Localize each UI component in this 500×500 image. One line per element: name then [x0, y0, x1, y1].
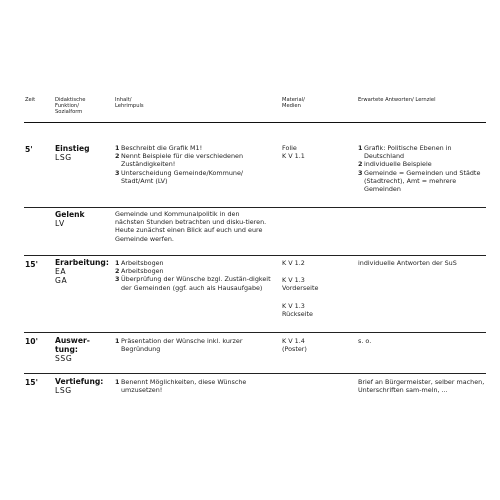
row1-inhalt — [115, 144, 275, 185]
row2-inhalt: Gemeinde und Kommunalpolitik in den nächsten Stunden betrachten und disku-tieren. Heute zunächst einen Blick auf euch und eure Gemeinde werfen. — [115, 210, 267, 243]
row2-phase-label: Gelenk — [55, 210, 85, 219]
row1-sozialform: LSG — [55, 153, 72, 163]
row1-phase-label: Einstieg — [55, 144, 90, 153]
row3-antworten: individuelle Antworten der SuS — [358, 259, 457, 267]
row5-inhalt-item — [115, 378, 275, 394]
item-number: 2 — [115, 152, 120, 161]
material-line: Vorderseite — [282, 284, 319, 293]
row4-phase-label: Auswer- — [55, 336, 90, 345]
material-line: (Poster) — [282, 345, 307, 354]
material-line: K V 1.2 — [282, 259, 305, 267]
row1-inhalt-item — [115, 152, 275, 168]
item-text: Unterscheidung Gemeinde/Kommune/ Stadt/Amt (LV) — [121, 168, 244, 185]
row1-inhalt-item — [115, 169, 275, 185]
item-text: Gemeinde = Gemeinden und Städte (Stadtrecht), Amt = mehrere Gemeinden — [364, 168, 481, 194]
header-rule — [24, 122, 486, 123]
material-line: Folie — [282, 144, 297, 152]
row5-phase — [55, 377, 103, 395]
item-text: Grafik: Politische Ebenen in Deutschland — [364, 144, 452, 161]
row3-zeit: 15' — [25, 260, 38, 269]
item-number: 1 — [115, 378, 120, 386]
material-line: Rückseite — [282, 309, 313, 318]
item-number: 3 — [115, 168, 120, 177]
row-rule — [24, 255, 486, 256]
item-text: individuelle Beispiele — [364, 160, 432, 169]
row-rule — [24, 373, 486, 374]
item-text: Beschreibt die Grafik M1! — [121, 144, 203, 152]
header-funktion: Didaktische Funktion/ Sozialform — [55, 97, 86, 116]
material-line: K V 1.1 — [282, 152, 305, 161]
item-text: Überprüfung der Wünsche bzgl. Zustän-digkeit der Gemeinden (ggf. auch als Hausaufgabe) — [121, 275, 271, 292]
row4-sozialform: SSG — [55, 354, 73, 364]
row1-material — [282, 144, 352, 160]
row1-phase — [55, 144, 90, 162]
row5-sozialform: LSG — [55, 386, 72, 396]
row4-zeit: 10' — [25, 337, 38, 346]
item-number: 1 — [115, 337, 120, 345]
item-text: Arbeitsbogen — [121, 259, 164, 267]
row2-phase — [55, 210, 85, 228]
row1-inhalt-item — [115, 144, 275, 152]
row4-phase-label-2: tung: — [55, 345, 78, 355]
row4-phase — [55, 336, 90, 364]
row4-inhalt-item — [115, 337, 275, 353]
row3-inhalt — [115, 259, 275, 292]
header-antworten: Erwartete Antworten/ Lernziel — [358, 97, 436, 103]
row4-material — [282, 337, 352, 353]
row-rule — [24, 207, 486, 208]
row3-inhalt-item — [115, 259, 275, 267]
item-number: 1 — [358, 144, 363, 152]
header-zeit: Zeit — [25, 97, 36, 103]
material-line: K V 1.3 — [282, 301, 305, 310]
item-number: 3 — [358, 168, 363, 177]
row2-sozialform: LV — [55, 219, 65, 229]
header-inhalt: Inhalt/ Lehrimpuls — [115, 97, 144, 110]
row3-material — [282, 259, 352, 318]
row5-inhalt — [115, 378, 275, 394]
row1-zeit: 5' — [25, 145, 33, 154]
material-line: K V 1.4 — [282, 337, 305, 345]
row5-phase-label: Vertiefung: — [55, 377, 104, 386]
item-text: Benennt Möglichkeiten, diese Wünsche umzusetzen! — [121, 378, 247, 395]
header-material: Material/ Medien — [282, 97, 305, 110]
item-number: 1 — [115, 259, 120, 267]
row4-antworten: s. o. — [358, 337, 372, 345]
row3-sozialform: EA — [55, 267, 67, 277]
item-text: Nennt Beispiele für die verschiedenen Zuständigkeiten! — [121, 152, 243, 169]
row3-phase-label: Erarbeitung: — [55, 258, 109, 267]
item-number: 2 — [115, 267, 120, 276]
row3-sozialform-2: GA — [55, 276, 68, 286]
item-text: Arbeitsbogen — [121, 267, 164, 276]
row1-antwort-item — [358, 144, 484, 160]
row5-antworten: Brief an Bürgermeister, selber machen, Unterschriften sam-meln, ... — [358, 378, 485, 395]
row3-inhalt-item — [115, 275, 275, 291]
item-text: Präsentation der Wünsche inkl. kurzer Begründung — [121, 337, 243, 354]
item-number: 3 — [115, 275, 120, 284]
row4-inhalt — [115, 337, 275, 353]
row1-antworten — [358, 144, 484, 193]
row-rule — [24, 332, 486, 333]
item-number: 1 — [115, 144, 120, 152]
row1-antwort-item — [358, 169, 484, 194]
row1-antwort-item — [358, 160, 484, 168]
row5-zeit: 15' — [25, 378, 38, 387]
item-number: 2 — [358, 160, 363, 169]
material-line: K V 1.3 — [282, 276, 305, 285]
row3-phase — [55, 258, 109, 286]
